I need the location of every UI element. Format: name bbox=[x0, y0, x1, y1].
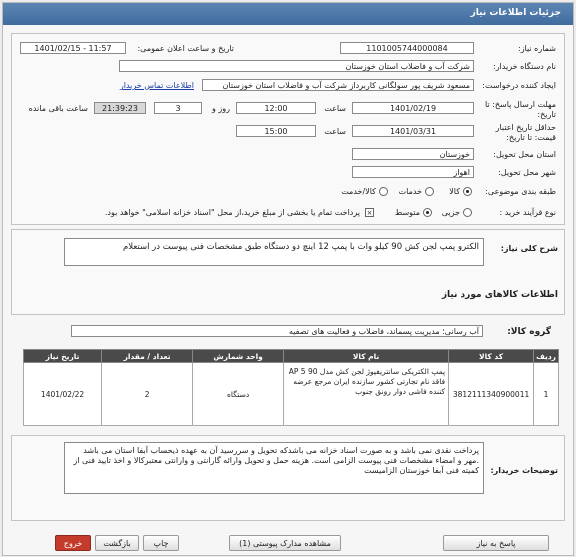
treasury-payment-note: پرداخت تمام یا بخشی از مبلغ خرید،از محل "اسناد خزانه اسلامی" خواهد بود. bbox=[104, 208, 360, 217]
need-details-window bbox=[2, 2, 574, 556]
buyer-notes-label: توضیحات خریدار: bbox=[490, 466, 558, 475]
cell-row: 1 bbox=[534, 363, 559, 426]
goods-section-title: اطلاعات کالاهای مورد نیاز bbox=[441, 290, 558, 300]
remaining-time-label: ساعت باقی مانده bbox=[28, 104, 88, 113]
treasury-payment-checkbox[interactable]: × bbox=[366, 209, 373, 217]
window-titlebar bbox=[3, 3, 573, 25]
buyer-notes-panel bbox=[11, 435, 565, 521]
cell-name: پمپ الکتریکی سانتریفیوژ لجن کش مدل AP 5 90 فاقد نام تجارتی کشور سازنده ایران مرجع عرضه کننده فاشی دوار رونق جنوب bbox=[284, 363, 449, 426]
category-option-goods-services: کالا/خدمت bbox=[341, 187, 376, 196]
province-field: خوزستان bbox=[352, 148, 474, 160]
window-title: جزئیات اطلاعات نیاز bbox=[470, 8, 561, 18]
creator-label: ایجاد کننده درخواست: bbox=[482, 81, 556, 90]
col-name: نام کالا bbox=[284, 350, 449, 363]
cell-date: 1401/02/22 bbox=[24, 363, 102, 426]
category-option-goods: کالا bbox=[449, 187, 460, 196]
need-number-label: شماره نیاز: bbox=[518, 44, 556, 53]
city-label: شهر محل تحویل: bbox=[498, 168, 556, 177]
announce-datetime-field: 1401/02/15 - 11:57 bbox=[20, 42, 126, 54]
buyer-org-label: نام دستگاه خریدار: bbox=[493, 62, 556, 71]
process-type-label: نوع فرآیند خرید : bbox=[499, 208, 556, 217]
process-option-minor: جزیی bbox=[441, 208, 460, 217]
category-label: طبقه بندی موضوعی: bbox=[485, 187, 556, 196]
category-radio-services[interactable] bbox=[425, 187, 434, 196]
validity-time-label: ساعت bbox=[324, 127, 346, 136]
view-attachments-button[interactable]: مشاهده مدارک پیوستی (1) bbox=[229, 535, 341, 551]
deadline-label: مهلت ارسال پاسخ: تا تاریخ: bbox=[484, 100, 556, 119]
cell-code: 3812111340900011 bbox=[449, 363, 534, 426]
col-unit: واحد شمارش bbox=[193, 350, 284, 363]
col-qty: تعداد / مقدار bbox=[102, 350, 193, 363]
province-label: استان محل تحویل: bbox=[493, 150, 556, 159]
col-date: تاریخ نیاز bbox=[24, 350, 102, 363]
table-row bbox=[24, 363, 559, 426]
exit-button[interactable]: خروج bbox=[55, 535, 91, 551]
process-radio-medium[interactable] bbox=[423, 208, 432, 217]
back-button[interactable]: بازگشت bbox=[95, 535, 139, 551]
buyer-notes-field: پرداخت نقدی نمی باشد و به صورت اسناد خزانه می باشدکه تحویل و سررسید آن به عهده ذیحساب آبفا استان می باشد .مهر و امضاء مشخصات فنی پیوست الزامی است. هزینه حمل و تحویل وارائه گارانتی و وارانتی معتبرکالا و اخذ تایید فنی از کمیته فنی آبفا خوزستان الزامیست bbox=[64, 442, 484, 494]
reply-button[interactable]: پاسخ به نیاز bbox=[443, 535, 549, 551]
deadline-time-field: 12:00 bbox=[236, 102, 316, 114]
col-code: کد کالا bbox=[449, 350, 534, 363]
remaining-time-field: 21:39:23 bbox=[94, 102, 146, 114]
need-summary-panel bbox=[11, 229, 565, 315]
process-option-medium: متوسط bbox=[394, 208, 420, 217]
need-info-panel bbox=[11, 33, 565, 225]
deadline-date-field: 1401/02/19 bbox=[352, 102, 474, 114]
goods-table-header bbox=[24, 350, 559, 363]
process-radio-minor[interactable] bbox=[463, 208, 472, 217]
creator-field: مسعود شریف پور سولگانی کاربرداز شرکت آب و فاضلاب استان خوزستان bbox=[202, 79, 474, 91]
deadline-time-label: ساعت bbox=[324, 104, 346, 113]
buyer-contact-link[interactable]: اطلاعات تماس خریدار bbox=[119, 81, 194, 90]
need-summary-label: شرح کلی نیاز: bbox=[500, 244, 558, 253]
days-remaining-field: 3 bbox=[154, 102, 202, 114]
days-label: روز و bbox=[212, 104, 230, 113]
announce-datetime-label: تاریخ و ساعت اعلان عمومی: bbox=[137, 44, 234, 53]
category-option-services: خدمات bbox=[398, 187, 422, 196]
cell-unit: دستگاه bbox=[193, 363, 284, 426]
need-summary-field: الکترو پمپ لجن کش 90 کیلو وات با پمپ 12 اینچ دو دستگاه طبق مشخصات فنی پیوست در استعلام bbox=[64, 238, 484, 266]
goods-group-field: آب رسانی؛ مدیریت پسماند، فاضلاب و فعالیت های تصفیه bbox=[71, 325, 483, 337]
cell-qty: 2 bbox=[102, 363, 193, 426]
goods-table bbox=[23, 349, 559, 426]
need-number-field: 1101005744000084 bbox=[340, 42, 474, 54]
city-field: اهواز bbox=[352, 166, 474, 178]
col-row: ردیف bbox=[534, 350, 559, 363]
goods-group-label: گروه کالا: bbox=[507, 327, 551, 337]
category-radio-goods[interactable] bbox=[463, 187, 472, 196]
category-radio-goods-services[interactable] bbox=[379, 187, 388, 196]
validity-date-field: 1401/03/31 bbox=[352, 125, 474, 137]
buyer-org-field: شرکت آب و فاضلاب استان خوزستان bbox=[119, 60, 474, 72]
validity-label: حداقل تاریخ اعتبار قیمت: تا تاریخ: bbox=[495, 123, 556, 142]
validity-time-field: 15:00 bbox=[236, 125, 316, 137]
print-button[interactable]: چاپ bbox=[143, 535, 179, 551]
